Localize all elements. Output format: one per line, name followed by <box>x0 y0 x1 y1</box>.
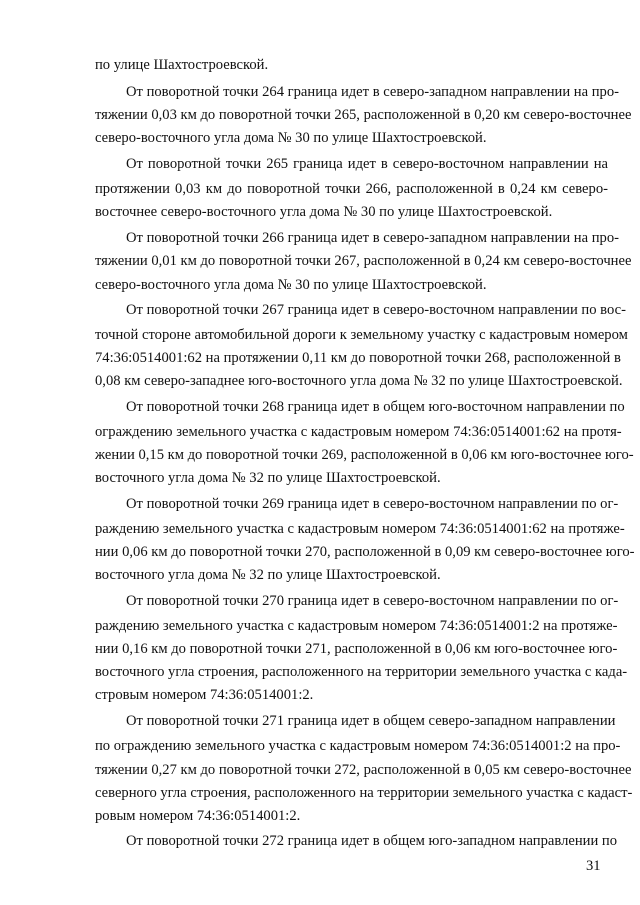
paragraph-267-line-4: 0,08 км северо-западнее юго-восточного угла дома № 32 по улице Шахтостроевской. <box>95 373 623 389</box>
paragraph-268-line-2: ограждению земельного участка с кадастровым номером 74:36:0514001:62 на протя- <box>95 424 622 440</box>
paragraph-267-line-1: От поворотной точки 267 граница идет в северо-восточном направлении по вос- <box>126 302 626 318</box>
paragraph-269-line-2: раждению земельного участка с кадастровым номером 74:36:0514001:62 на протяже- <box>95 521 625 537</box>
paragraph-267-line-2: точной стороне автомобильной дороги к земельному участку с кадастровым номером <box>95 327 628 343</box>
paragraph-266-line-3: северо-восточного угла дома № 30 по улице Шахтостроевской. <box>95 277 487 293</box>
paragraph-271-line-1: От поворотной точки 271 граница идет в общем северо-западном направлении <box>126 713 616 729</box>
paragraph-270-line-2: раждению земельного участка с кадастровым номером 74:36:0514001:2 на протяже- <box>95 618 618 634</box>
paragraph-268-line-3: жении 0,15 км до поворотной точки 269, расположенной в 0,06 км юго-восточнее юго- <box>95 447 634 463</box>
paragraph-271-line-5: ровым номером 74:36:0514001:2. <box>95 808 301 824</box>
paragraph-266-line-2: тяжении 0,01 км до поворотной точки 267, расположенной в 0,24 км северо-восточнее <box>95 253 632 269</box>
paragraph-265-line-1: От поворотной точки 265 граница идет в северо-восточном направлении на <box>126 156 608 172</box>
text-line: по улице Шахтостроевской. <box>95 57 269 73</box>
paragraph-268-line-1: От поворотной точки 268 граница идет в общем юго-восточном направлении по <box>126 399 625 415</box>
page-number: 31 <box>586 858 601 874</box>
paragraph-270-line-1: От поворотной точки 270 граница идет в северо-восточном направлении по ог- <box>126 593 619 609</box>
paragraph-264-line-3: северо-восточного угла дома № 30 по улице Шахтостроевской. <box>95 130 487 146</box>
paragraph-272-line-1: От поворотной точки 272 граница идет в общем юго-западном направлении по <box>126 833 618 849</box>
paragraph-264-line-2: тяжении 0,03 км до поворотной точки 265, расположенной в 0,20 км северо-восточнее <box>95 107 632 123</box>
paragraph-267-line-3: 74:36:0514001:62 на протяжении 0,11 км до поворотной точки 268, расположенной в <box>95 350 621 366</box>
paragraph-271-line-3: тяжении 0,27 км до поворотной точки 272, расположенной в 0,05 км северо-восточнее <box>95 762 632 778</box>
paragraph-270-line-5: стровым номером 74:36:0514001:2. <box>95 687 314 703</box>
paragraph-268-line-4: восточного угла дома № 32 по улице Шахтостроевской. <box>95 470 441 486</box>
paragraph-269-line-1: От поворотной точки 269 граница идет в северо-восточном направлении по ог- <box>126 496 619 512</box>
paragraph-271-line-2: по ограждению земельного участка с кадастровым номером 74:36:0514001:2 на про- <box>95 738 621 754</box>
paragraph-269-line-4: восточного угла дома № 32 по улице Шахтостроевской. <box>95 567 441 583</box>
paragraph-266-line-1: От поворотной точки 266 граница идет в северо-западном направлении на про- <box>126 230 619 246</box>
paragraph-265-line-3: восточнее северо-восточного угла дома № 30 по улице Шахтостроевской. <box>95 204 553 220</box>
paragraph-269-line-3: нии 0,06 км до поворотной точки 270, расположенной в 0,09 км северо-восточнее юго- <box>95 544 635 560</box>
paragraph-270-line-3: нии 0,16 км до поворотной точки 271, расположенной в 0,06 км юго-восточнее юго- <box>95 641 618 657</box>
paragraph-264-line-1: От поворотной точки 264 граница идет в северо-западном направлении на про- <box>126 84 619 100</box>
paragraph-265-line-2: протяжении 0,03 км до поворотной точки 266, расположенной в 0,24 км северо- <box>95 181 608 197</box>
paragraph-271-line-4: северного угла строения, расположенного на территории земельного участка с кадаст- <box>95 785 633 801</box>
paragraph-270-line-4: восточного угла строения, расположенного на территории земельного участка с када- <box>95 664 628 680</box>
